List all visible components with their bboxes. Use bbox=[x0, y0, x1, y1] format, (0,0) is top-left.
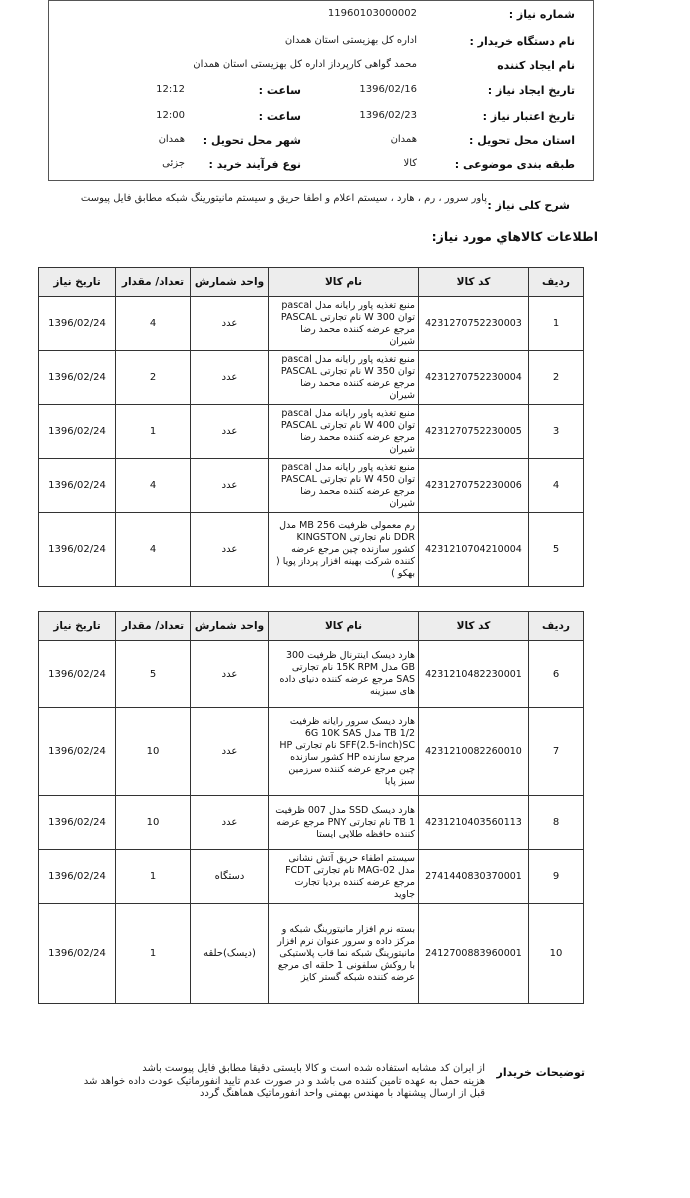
table-row bbox=[39, 850, 584, 904]
qty-cell: 1 bbox=[116, 904, 191, 1004]
city-label: شهر محل تحویل : bbox=[202, 134, 301, 147]
col-date: تاریخ نیاز bbox=[39, 268, 116, 297]
col-row: ردیف bbox=[529, 612, 584, 641]
unit-cell: (دیسک)حلقه bbox=[191, 904, 269, 1004]
qty-cell: 2 bbox=[116, 351, 191, 405]
row-number-cell: 6 bbox=[529, 641, 584, 708]
name-cell: منبع تغذیه پاور رایانه مدل pascal توان 300 W نام تجارتی PASCAL مرجع عرضه کننده محمد رضا شیران bbox=[269, 297, 419, 351]
unit-cell: عدد bbox=[191, 297, 269, 351]
table-row bbox=[39, 708, 584, 796]
col-qty: تعداد/ مقدار bbox=[116, 268, 191, 297]
summary-text: پاور سرور ، رم ، هارد ، سیستم اعلام و اطفا حریق و سیستم مانیتورینگ شبکه مطابق فایل پیوست bbox=[80, 193, 487, 204]
buyer-label: نام دستگاه خریدار : bbox=[469, 35, 575, 48]
process-label: نوع فرآیند خرید : bbox=[208, 158, 301, 171]
col-date: تاریخ نیاز bbox=[39, 612, 116, 641]
table-row bbox=[39, 297, 584, 351]
name-cell: هارد دیسک سرور رایانه ظرفیت 1/2 TB مدل 6G 10K SAS SFF(2.5-inch)SC نام تجارتی HP مرجع سازنده HP کشور سازنده چین مرجع عرضه کننده سرزمین سبز پایا bbox=[269, 708, 419, 796]
name-cell: رم معمولی ظرفیت 256 MB مدل DDR نام تجارتی KINGSTON کشور سازنده چین مرجع عرضه کننده شرکت بهینه افزار پرداز پویا ( بهکو ) bbox=[269, 513, 419, 587]
valid-time: 12:00 bbox=[156, 110, 185, 121]
need-number-label: شماره نیاز : bbox=[508, 8, 575, 21]
table-row bbox=[39, 904, 584, 1004]
row-number-cell: 5 bbox=[529, 513, 584, 587]
notes-label: توضیحات خریدار bbox=[496, 1066, 585, 1079]
unit-cell: عدد bbox=[191, 405, 269, 459]
table-row bbox=[39, 796, 584, 850]
unit-cell: عدد bbox=[191, 708, 269, 796]
unit-cell: عدد bbox=[191, 513, 269, 587]
valid-time-label: ساعت : bbox=[258, 110, 301, 123]
code-cell: 4231270752230003 bbox=[419, 297, 529, 351]
date-cell: 1396/02/24 bbox=[39, 708, 116, 796]
code-cell: 2741440830370001 bbox=[419, 850, 529, 904]
header-box bbox=[48, 0, 594, 181]
goods-table-2 bbox=[38, 611, 584, 1004]
province: همدان bbox=[390, 134, 417, 145]
code-cell: 4231210704210004 bbox=[419, 513, 529, 587]
code-cell: 4231210082260010 bbox=[419, 708, 529, 796]
unit-cell: عدد bbox=[191, 459, 269, 513]
created-date-label: تاریخ ایجاد نیاز : bbox=[487, 84, 575, 97]
row-number-cell: 1 bbox=[529, 297, 584, 351]
name-cell: منبع تغذیه پاور رایانه مدل pascal توان 450 W نام تجارتی PASCAL مرجع عرضه کننده محمد رضا شیران bbox=[269, 459, 419, 513]
row-number-cell: 10 bbox=[529, 904, 584, 1004]
name-cell: منبع تغذیه پاور رایانه مدل pascal توان 400 W نام تجارتی PASCAL مرجع عرضه کننده محمد رضا شیران bbox=[269, 405, 419, 459]
note-line: هزینه حمل به عهده تامین کننده می باشد و در صورت عدم تایید انفورماتیک عودت داده خواهد شد bbox=[83, 1075, 485, 1087]
date-cell: 1396/02/24 bbox=[39, 405, 116, 459]
row-number-cell: 4 bbox=[529, 459, 584, 513]
date-cell: 1396/02/24 bbox=[39, 850, 116, 904]
date-cell: 1396/02/24 bbox=[39, 297, 116, 351]
buyer: اداره کل بهزیستی استان همدان bbox=[284, 35, 417, 46]
name-cell: هارد دیسک SSD مدل 007 ظرفیت 1 TB نام تجارتی PNY مرجع عرضه کننده حافظه طلایی ایستا bbox=[269, 796, 419, 850]
created-date: 1396/02/16 bbox=[359, 84, 417, 95]
valid-date-label: تاریخ اعتبار نیاز : bbox=[482, 110, 575, 123]
table-row bbox=[39, 405, 584, 459]
date-cell: 1396/02/24 bbox=[39, 904, 116, 1004]
unit-cell: عدد bbox=[191, 641, 269, 708]
row-number-cell: 3 bbox=[529, 405, 584, 459]
col-code: کد کالا bbox=[419, 268, 529, 297]
qty-cell: 10 bbox=[116, 796, 191, 850]
code-cell: 2412700883960001 bbox=[419, 904, 529, 1004]
table-row bbox=[39, 513, 584, 587]
row-number-cell: 9 bbox=[529, 850, 584, 904]
date-cell: 1396/02/24 bbox=[39, 351, 116, 405]
table-header-row bbox=[39, 268, 584, 297]
col-code: کد کالا bbox=[419, 612, 529, 641]
code-cell: 4231210403560113 bbox=[419, 796, 529, 850]
code-cell: 4231210482230001 bbox=[419, 641, 529, 708]
table-row bbox=[39, 641, 584, 708]
unit-cell: عدد bbox=[191, 796, 269, 850]
name-cell: منبع تغذیه پاور رایانه مدل pascal توان 350 W نام تجارتی PASCAL مرجع عرضه کننده محمد رضا شیران bbox=[269, 351, 419, 405]
row-number-cell: 2 bbox=[529, 351, 584, 405]
qty-cell: 5 bbox=[116, 641, 191, 708]
category: کالا bbox=[403, 158, 417, 169]
unit-cell: دستگاه bbox=[191, 850, 269, 904]
summary-label: شرح کلی نیاز : bbox=[487, 199, 570, 212]
table-row bbox=[39, 351, 584, 405]
row-number-cell: 8 bbox=[529, 796, 584, 850]
process: جزئی bbox=[162, 158, 185, 169]
notes-text bbox=[65, 1063, 485, 1101]
table-row bbox=[39, 459, 584, 513]
qty-cell: 4 bbox=[116, 297, 191, 351]
name-cell: هارد دیسک اینترنال ظرفیت 300 GB مدل 15K RPM نام تجارتی SAS مرجع عرضه کننده دنیای داده های سبزینه bbox=[269, 641, 419, 708]
note-line: قبل از ارسال پیشنهاد با مهندس بهمنی واحد انفورماتیک هماهنگ گردد bbox=[199, 1088, 485, 1099]
unit-cell: عدد bbox=[191, 351, 269, 405]
qty-cell: 10 bbox=[116, 708, 191, 796]
col-qty: تعداد/ مقدار bbox=[116, 612, 191, 641]
qty-cell: 4 bbox=[116, 513, 191, 587]
date-cell: 1396/02/24 bbox=[39, 641, 116, 708]
code-cell: 4231270752230005 bbox=[419, 405, 529, 459]
col-row: ردیف bbox=[529, 268, 584, 297]
date-cell: 1396/02/24 bbox=[39, 796, 116, 850]
code-cell: 4231270752230004 bbox=[419, 351, 529, 405]
qty-cell: 1 bbox=[116, 405, 191, 459]
qty-cell: 1 bbox=[116, 850, 191, 904]
valid-date: 1396/02/23 bbox=[359, 110, 417, 121]
goods-table-1 bbox=[38, 267, 584, 587]
col-name: نام کالا bbox=[269, 612, 419, 641]
creator-label: نام ایجاد کننده bbox=[497, 59, 575, 72]
province-label: استان محل تحویل : bbox=[469, 134, 575, 147]
date-cell: 1396/02/24 bbox=[39, 459, 116, 513]
note-line: از ایران کد مشابه استفاده شده است و کالا بایستی دقیقا مطابق فایل پیوست باشد bbox=[142, 1063, 485, 1074]
col-unit: واحد شمارش bbox=[191, 268, 269, 297]
qty-cell: 4 bbox=[116, 459, 191, 513]
table-header-row bbox=[39, 612, 584, 641]
row-number-cell: 7 bbox=[529, 708, 584, 796]
category-label: طبقه بندی موضوعی : bbox=[454, 158, 575, 171]
created-time-label: ساعت : bbox=[258, 84, 301, 97]
creator: محمد گواهی کارپرداز اداره کل بهزیستی استان همدان bbox=[193, 59, 417, 70]
col-name: نام کالا bbox=[269, 268, 419, 297]
goods-title: اطلاعات کالاهاي مورد نياز: bbox=[431, 229, 598, 244]
code-cell: 4231270752230006 bbox=[419, 459, 529, 513]
need-number: 11960103000002 bbox=[327, 8, 417, 19]
city: همدان bbox=[158, 134, 185, 145]
date-cell: 1396/02/24 bbox=[39, 513, 116, 587]
created-time: 12:12 bbox=[156, 84, 185, 95]
name-cell: سیستم اطفاء حریق آتش نشانی مدل MAG-02 نام تجارتی FCDT مرجع عرضه کننده بردیا تجارت جاوید bbox=[269, 850, 419, 904]
name-cell: بسته نرم افزار مانیتورینگ شبکه و مرکز داده و سرور عنوان نرم افزار مانیتورینگ شبکه نما قاب پلاستیکی با روکش سلفونی 1 حلقه ای مرجع عرضه کننده شبکه گستر کایز bbox=[269, 904, 419, 1004]
col-unit: واحد شمارش bbox=[191, 612, 269, 641]
